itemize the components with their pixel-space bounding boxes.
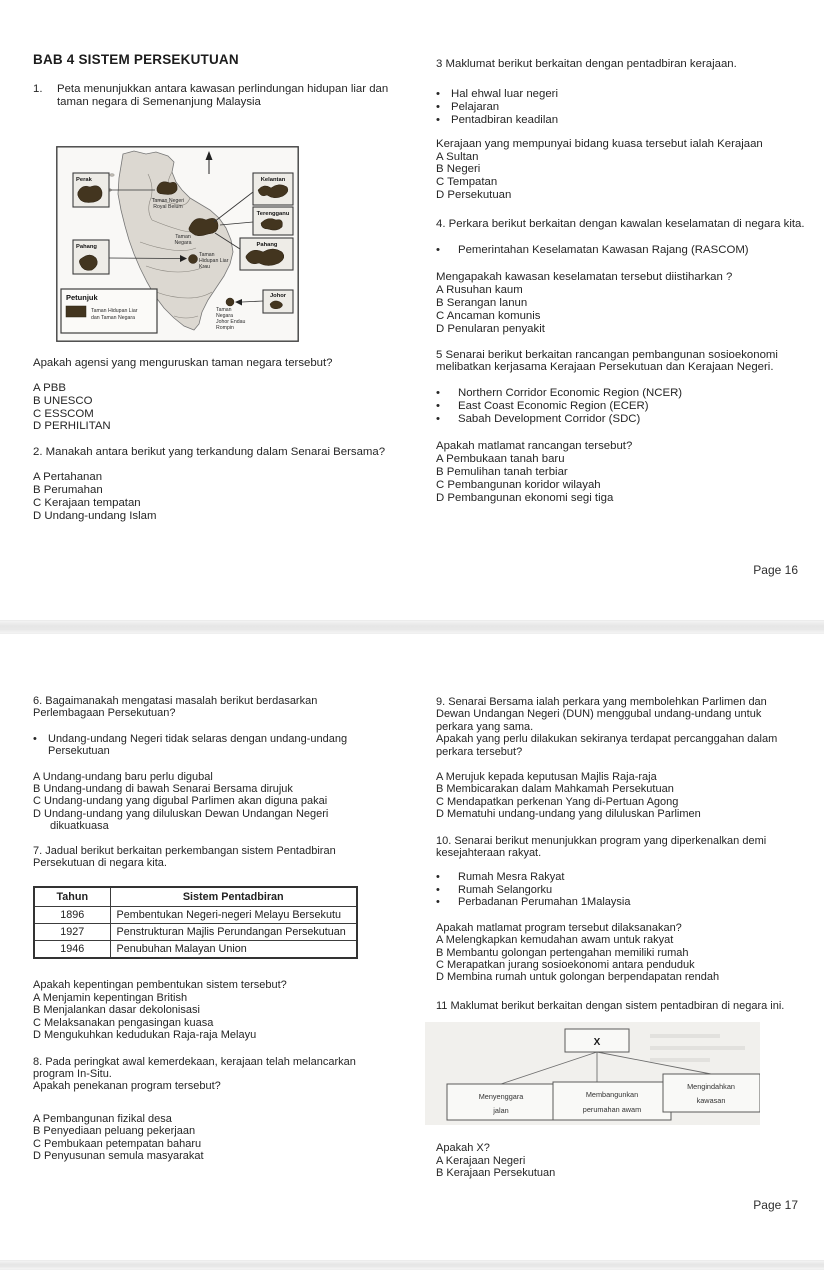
bullet-line: • East Coast Economic Region (ECER) bbox=[436, 400, 808, 413]
option-line: A Pertahanan bbox=[33, 471, 103, 484]
svg-text:Johor Endau: Johor Endau bbox=[216, 318, 246, 325]
question-6-title: 6. Bagaimanakah mengatasi masalah berikut berdasarkan Perlembagaan Persekutuan? bbox=[33, 695, 318, 720]
admin-system-table bbox=[33, 886, 358, 959]
map-label-taman-negara bbox=[174, 234, 191, 246]
option-line: B Membicarakan dalam Mahkamah Persekutuan bbox=[436, 783, 674, 796]
diagram-root-label: X bbox=[593, 1037, 601, 1049]
option-line: B Kerajaan Persekutuan bbox=[436, 1166, 556, 1179]
option-line: C Tempatan bbox=[436, 176, 498, 189]
question-5-title: 5 Senarai berikut berkaitan rancangan pembangunan sosioekonomi melibatkan kerjasama Kerajaan Persekutuan dan Kerajaan Negeri. bbox=[436, 348, 778, 374]
page17-right-column bbox=[436, 634, 801, 1179]
option-line: D Penularan penyakit bbox=[436, 322, 545, 335]
option-line: A Menjamin kepentingan British bbox=[33, 991, 188, 1004]
option-line: B Serangan lanun bbox=[436, 296, 528, 309]
option-line: A Melengkapkan kemudahan awam untuk rakyat bbox=[436, 934, 674, 947]
question-3-title: 3 Maklumat berikut berkaitan dengan pentadbiran kerajaan. bbox=[436, 58, 737, 70]
question-6-bullets bbox=[33, 733, 385, 758]
option-line: C Mendapatkan perkenan Yang di-Pertuan Agong bbox=[436, 795, 679, 808]
question-4-prompt: Mengapakah kawasan keselamatan tersebut diistiharkan ? bbox=[436, 270, 733, 283]
diagram-node-1 bbox=[447, 1084, 555, 1120]
bullet-line: • Sabah Development Corridor (SDC) bbox=[436, 413, 808, 426]
option-line: B UNESCO bbox=[33, 394, 93, 407]
option-line: D Mematuhi undang-undang yang diluluskan Parlimen bbox=[436, 808, 701, 821]
option-line: A Rusuhan kaum bbox=[436, 283, 523, 296]
option-line: B Perumahan bbox=[33, 484, 103, 497]
page-16 bbox=[0, 0, 824, 620]
endau-rompin-park-shape bbox=[226, 298, 234, 306]
option-line: B Undang-undang di bawah Senarai Bersama dirujuk bbox=[33, 783, 293, 796]
bullet-line: • Pemerintahan Keselamatan Kawasan Rajang (RASCOM) bbox=[436, 244, 808, 257]
svg-text:Taman Negeri: Taman Negeri bbox=[151, 197, 185, 204]
svg-text:dan Taman Negara: dan Taman Negara bbox=[91, 314, 136, 321]
option-line: B Negeri bbox=[436, 163, 481, 176]
callout-kelantan bbox=[253, 173, 293, 205]
svg-text:kawasan: kawasan bbox=[696, 1096, 726, 1106]
svg-text:Pahang: Pahang bbox=[76, 243, 97, 250]
table-row: 1927 Penstrukturan Majlis Perundangan Persekutuan bbox=[34, 924, 357, 941]
question-8-prompt: Apakah penekanan program tersebut? bbox=[33, 1080, 221, 1093]
royal-belum-park-shape bbox=[157, 182, 177, 195]
option-line: D Penyusunan semula masyarakat bbox=[33, 1149, 204, 1162]
option-line: C Pembukaan petempatan baharu bbox=[33, 1137, 202, 1150]
question-1-options bbox=[33, 382, 423, 434]
diagram-node-2 bbox=[553, 1082, 671, 1120]
question-11-prompt: Apakah X? bbox=[436, 1142, 490, 1155]
svg-text:Taman: Taman bbox=[216, 306, 232, 313]
bullet-line: • Hal ehwal luar negeri bbox=[436, 88, 808, 101]
question-10-prompt: Apakah matlamat program tersebut dilaksanakan? bbox=[436, 921, 682, 934]
option-line: B Penyediaan peluang pekerjaan bbox=[33, 1125, 196, 1138]
page16-left-column bbox=[33, 0, 423, 523]
island-icon bbox=[110, 173, 114, 176]
option-line: A Pembangunan fizikal desa bbox=[33, 1112, 172, 1125]
page17-left-column bbox=[33, 634, 385, 1162]
option-line: D Persekutuan bbox=[436, 189, 512, 202]
page-number-label: Page 17 bbox=[753, 1198, 798, 1212]
option-line: D Undang-undang Islam bbox=[33, 509, 157, 522]
question-text: Peta menunjukkan antara kawasan perlindungan hidupan liar dan taman negara di Semenanjung Malaysia bbox=[57, 83, 389, 108]
callout-perak bbox=[73, 173, 109, 207]
question-5-options bbox=[436, 453, 808, 505]
bullet-line: • Northern Corridor Economic Region (NCER) bbox=[436, 387, 808, 400]
map-label-royal-belum bbox=[152, 198, 184, 210]
question-4-bullets bbox=[436, 244, 808, 257]
callout-pahang-east bbox=[240, 238, 293, 270]
question-1-title bbox=[33, 83, 423, 109]
svg-text:Royal Belum: Royal Belum bbox=[153, 203, 183, 210]
question-9-title: 9. Senarai Bersama ialah perkara yang membolehkan Parlimen dan Dewan Undangan Negeri (DUN) menggubal undang-undang untuk perkara yang sama. bbox=[436, 696, 767, 733]
page-number-label: Page 16 bbox=[753, 563, 798, 577]
legend-swatch bbox=[66, 306, 86, 317]
page-divider bbox=[0, 1260, 824, 1270]
svg-text:Rompin: Rompin bbox=[216, 324, 234, 331]
question-11-title: 11 Maklumat berikut berkaitan dengan sistem pentadbiran di negara ini. bbox=[436, 999, 785, 1012]
callout-johor bbox=[263, 290, 293, 313]
peninsular-malaysia-map bbox=[56, 146, 299, 342]
question-6-options bbox=[33, 771, 385, 833]
svg-text:Negara: Negara bbox=[174, 239, 192, 246]
question-number: 1. bbox=[33, 83, 43, 95]
krau-park-shape bbox=[189, 254, 198, 263]
option-line: A Kerajaan Negeri bbox=[436, 1154, 526, 1167]
svg-text:Terengganu: Terengganu bbox=[256, 210, 290, 217]
option-line: C ESSCOM bbox=[33, 407, 94, 420]
svg-text:Johor: Johor bbox=[269, 292, 287, 299]
question-2-title: 2. Manakah antara berikut yang terkandung dalam Senarai Bersama? bbox=[33, 446, 386, 459]
diagram-node-3 bbox=[663, 1074, 760, 1112]
option-line: A Undang-undang baru perlu digubal bbox=[33, 770, 213, 783]
bullet-line: • Rumah Mesra Rakyat bbox=[436, 871, 801, 883]
svg-text:Negara: Negara bbox=[216, 312, 234, 319]
svg-text:perumahan awam: perumahan awam bbox=[582, 1105, 642, 1115]
bullet-line: • Undang-undang Negeri tidak selaras dengan undang-undang Persekutuan bbox=[33, 733, 385, 758]
option-line: C Melaksanakan pengasingan kuasa bbox=[33, 1016, 214, 1029]
option-line: D Pembangunan ekonomi segi tiga bbox=[436, 491, 614, 504]
question-7-options bbox=[33, 992, 385, 1042]
svg-text:Hidupan Liar: Hidupan Liar bbox=[199, 257, 229, 264]
question-10-title: 10. Senarai berikut menunjukkan program yang diperkenalkan demi kesejahteraan rakyat. bbox=[436, 834, 767, 860]
option-line: D PERHILITAN bbox=[33, 420, 111, 433]
question-7-title: 7. Jadual berikut berkaitan perkembangan sistem Pentadbiran Persekutuan di negara kita. bbox=[33, 844, 336, 870]
option-line: B Pemulihan tanah terbiar bbox=[436, 465, 568, 478]
question-10-options bbox=[436, 934, 801, 984]
option-line: A PBB bbox=[33, 381, 66, 394]
question-3-bullets bbox=[436, 88, 808, 127]
bullet-line: • Pelajaran bbox=[436, 101, 808, 114]
question-10-bullets bbox=[436, 871, 801, 908]
table-header-row bbox=[34, 887, 357, 907]
option-line: A Sultan bbox=[436, 150, 479, 163]
question-1-prompt: Apakah agensi yang menguruskan taman negara tersebut? bbox=[33, 356, 333, 369]
bullet-line: • Perbadanan Perumahan 1Malaysia bbox=[436, 896, 801, 908]
svg-text:Pahang: Pahang bbox=[256, 241, 278, 248]
callout-pahang-west bbox=[73, 240, 109, 274]
map-legend bbox=[61, 289, 157, 333]
svg-text:Taman: Taman bbox=[199, 251, 215, 258]
question-3-prompt: Kerajaan yang mempunyai bidang kuasa tersebut ialah Kerajaan bbox=[436, 137, 763, 150]
page-17 bbox=[0, 634, 824, 1260]
option-line: C Undang-undang yang digubal Parlimen akan diguna pakai bbox=[33, 795, 328, 808]
option-line: C Merapatkan jurang sosioekonomi antara penduduk bbox=[436, 958, 695, 971]
table-header-sistem: Sistem Pentadbiran bbox=[110, 887, 357, 907]
table-row: 1946 Penubuhan Malayan Union bbox=[34, 941, 357, 959]
svg-text:Petunjuk: Petunjuk bbox=[66, 292, 98, 302]
option-line: B Menjalankan dasar dekolonisasi bbox=[33, 1004, 200, 1017]
table-row: 1896 Pembentukan Negeri-negeri Melayu Bersekutu bbox=[34, 907, 357, 924]
svg-text:jalan: jalan bbox=[493, 1106, 509, 1116]
question-9-prompt: Apakah yang perlu dilakukan sekiranya terdapat percanggahan dalam perkara tersebut? bbox=[436, 733, 778, 758]
svg-text:Kelantan: Kelantan bbox=[260, 176, 286, 183]
option-line: B Membantu golongan pertengahan memiliki rumah bbox=[436, 946, 689, 959]
question-4-title: 4. Perkara berikut berkaitan dengan kawalan keselamatan di negara kita. bbox=[436, 218, 805, 231]
svg-text:Perak: Perak bbox=[76, 176, 92, 183]
svg-text:Krau: Krau bbox=[199, 263, 210, 270]
callout-terengganu bbox=[253, 207, 293, 235]
question-5-bullets bbox=[436, 387, 808, 426]
svg-text:Menyenggara: Menyenggara bbox=[478, 1092, 524, 1102]
q11-org-diagram bbox=[425, 1022, 760, 1125]
option-line: D Undang-undang yang diluluskan Dewan Undangan Negeri dikuatkuasa bbox=[33, 807, 329, 833]
question-11-options bbox=[436, 1155, 801, 1180]
svg-text:Membangunkan: Membangunkan bbox=[585, 1090, 639, 1100]
question-4-options bbox=[436, 284, 808, 336]
table-header-tahun: Tahun bbox=[34, 887, 110, 907]
svg-text:Mengindahkan: Mengindahkan bbox=[687, 1082, 735, 1092]
option-line: A Pembukaan tanah baru bbox=[436, 452, 565, 465]
option-line: D Mengukuhkan kedudukan Raja-raja Melayu bbox=[33, 1029, 257, 1042]
question-7-prompt: Apakah kepentingan pembentukan sistem tersebut? bbox=[33, 979, 287, 992]
page-divider bbox=[0, 620, 824, 634]
chapter-heading: BAB 4 SISTEM PERSEKUTUAN bbox=[33, 52, 239, 67]
option-line: D Membina rumah untuk golongan berpendapatan rendah bbox=[436, 971, 720, 984]
page16-right-column bbox=[436, 0, 808, 505]
option-line: A Merujuk kepada keputusan Majlis Raja-raja bbox=[436, 771, 657, 784]
question-2-options bbox=[33, 471, 423, 523]
option-line: C Ancaman komunis bbox=[436, 309, 541, 322]
option-line: C Pembangunan koridor wilayah bbox=[436, 478, 601, 491]
question-8-options bbox=[33, 1113, 385, 1163]
svg-text:Taman Hidupan Liar: Taman Hidupan Liar bbox=[91, 307, 138, 314]
option-line: C Kerajaan tempatan bbox=[33, 497, 141, 510]
svg-text:Taman: Taman bbox=[175, 233, 191, 240]
question-3-options bbox=[436, 151, 808, 203]
question-5-prompt: Apakah matlamat rancangan tersebut? bbox=[436, 440, 633, 453]
bullet-line: • Pentadbiran keadilan bbox=[436, 114, 808, 127]
question-9-options bbox=[436, 771, 801, 821]
bullet-line: • Rumah Selangorku bbox=[436, 884, 801, 896]
question-8-title: 8. Pada peringkat awal kemerdekaan, kerajaan telah melancarkan program In-Situ. bbox=[33, 1055, 356, 1080]
